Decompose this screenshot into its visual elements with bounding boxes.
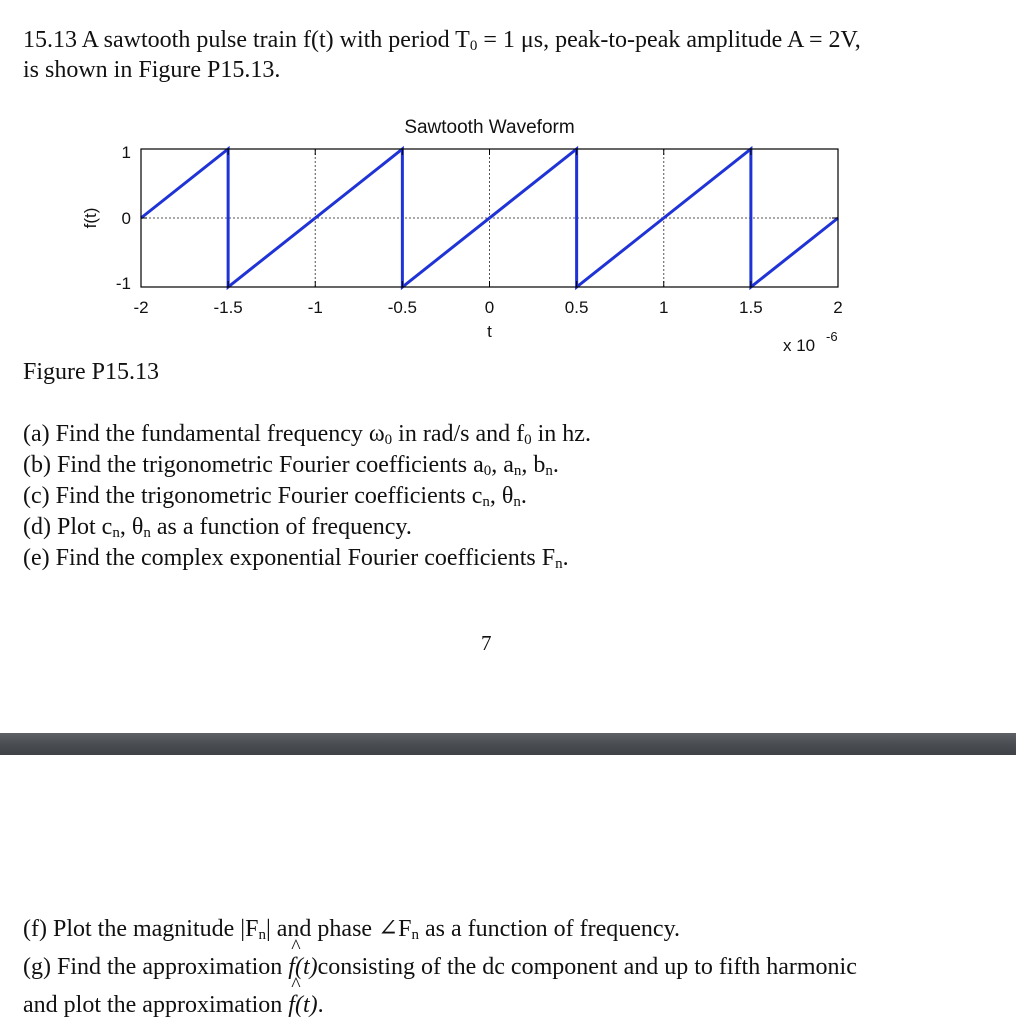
part-d bbox=[23, 512, 591, 543]
part-text: , θ bbox=[489, 483, 514, 509]
x-tick-label: -0.5 bbox=[387, 298, 418, 317]
subscript: 0 bbox=[483, 463, 492, 479]
subscript: n bbox=[112, 525, 120, 541]
part-text: , θ bbox=[119, 514, 144, 540]
part-g bbox=[23, 936, 857, 986]
subscript: n bbox=[482, 494, 490, 510]
x-tick-label: 1 bbox=[659, 298, 669, 317]
y-tick-label: -1 bbox=[115, 274, 131, 293]
part-text: (d) Plot c bbox=[23, 514, 113, 540]
x-axis-multiplier: x 10 bbox=[783, 336, 816, 355]
function-argument: (t) bbox=[294, 954, 318, 980]
part-g-continued bbox=[23, 974, 857, 1024]
part-e bbox=[23, 543, 591, 574]
part-a bbox=[23, 419, 591, 450]
f-symbol: f bbox=[288, 992, 295, 1018]
problem-statement bbox=[23, 25, 861, 85]
x-axis-exponent: -6 bbox=[826, 329, 838, 344]
subscript: n bbox=[258, 927, 266, 943]
subscript: n bbox=[411, 927, 420, 943]
problem-line-2: is shown in Figure P15.13. bbox=[23, 57, 281, 83]
part-f bbox=[23, 910, 857, 948]
hat-accent: ^ bbox=[291, 974, 301, 996]
y-tick-label: 1 bbox=[121, 143, 131, 162]
part-text: as a function of frequency. bbox=[419, 916, 681, 942]
subscript: n bbox=[555, 556, 563, 572]
part-text: . bbox=[317, 992, 324, 1018]
subscript: 0 bbox=[384, 432, 393, 448]
sawtooth-chart bbox=[60, 105, 860, 360]
hat-accent: ^ bbox=[291, 936, 301, 958]
part-text: (c) Find the trigonometric Fourier coefficients c bbox=[23, 483, 483, 509]
part-text: . bbox=[520, 483, 527, 509]
subscript: 0 bbox=[524, 432, 532, 448]
part-text: consisting of the dc component and up to fifth harmonic bbox=[317, 954, 857, 980]
part-c bbox=[23, 481, 591, 512]
x-tick-label: -1.5 bbox=[213, 298, 243, 317]
x-axis-label: t bbox=[487, 322, 492, 341]
f-symbol: f bbox=[288, 954, 295, 980]
part-text: | and phase ∠F bbox=[265, 916, 412, 942]
x-tick-label: 0.5 bbox=[564, 298, 589, 317]
page-number: 7 bbox=[481, 631, 492, 655]
problem-line-1 bbox=[23, 25, 861, 55]
subscript: n bbox=[143, 525, 151, 541]
part-text: , b bbox=[521, 452, 546, 478]
question-parts-continued bbox=[23, 910, 857, 1024]
x-tick-label: -1 bbox=[307, 298, 323, 317]
y-tick-label: 0 bbox=[121, 209, 131, 228]
problem-text: = 1 μs, peak-to-peak amplitude A = 2V, bbox=[477, 27, 861, 53]
part-text: in rad/s and f bbox=[392, 421, 525, 447]
part-b bbox=[23, 450, 591, 481]
part-text: and plot the approximation bbox=[23, 992, 289, 1018]
period-subscript: 0 bbox=[469, 38, 478, 54]
part-text: (e) Find the complex exponential Fourier coefficients F bbox=[23, 545, 556, 571]
chart-title: Sawtooth Waveform bbox=[404, 117, 575, 138]
x-tick-label: 0 bbox=[484, 298, 495, 317]
part-text: . bbox=[562, 545, 569, 571]
subscript: n bbox=[545, 463, 553, 479]
part-text: (f) Plot the magnitude |F bbox=[23, 916, 259, 942]
x-tick-label: 1.5 bbox=[739, 298, 763, 317]
part-text: , a bbox=[491, 452, 514, 478]
subscript: n bbox=[513, 463, 522, 479]
function-argument: (t) bbox=[294, 992, 318, 1018]
page-divider bbox=[0, 733, 1016, 755]
x-tick-label: -2 bbox=[133, 298, 149, 317]
x-tick-label: 2 bbox=[833, 298, 843, 317]
part-text: . bbox=[552, 452, 559, 478]
question-parts-list bbox=[23, 419, 591, 574]
part-text: as a function of frequency. bbox=[150, 514, 412, 540]
part-text: (a) Find the fundamental frequency ω bbox=[23, 421, 385, 447]
part-text: in hz. bbox=[531, 421, 591, 447]
y-axis-label: f(t) bbox=[81, 207, 100, 229]
figure-caption: Figure P15.13 bbox=[23, 359, 160, 385]
f-hat-symbol bbox=[288, 974, 301, 1024]
part-text: (b) Find the trigonometric Fourier coefficients a bbox=[23, 452, 484, 478]
part-text: (g) Find the approximation bbox=[23, 954, 289, 980]
problem-text: 15.13 A sawtooth pulse train f(t) with period T bbox=[23, 27, 470, 53]
subscript: n bbox=[513, 494, 521, 510]
